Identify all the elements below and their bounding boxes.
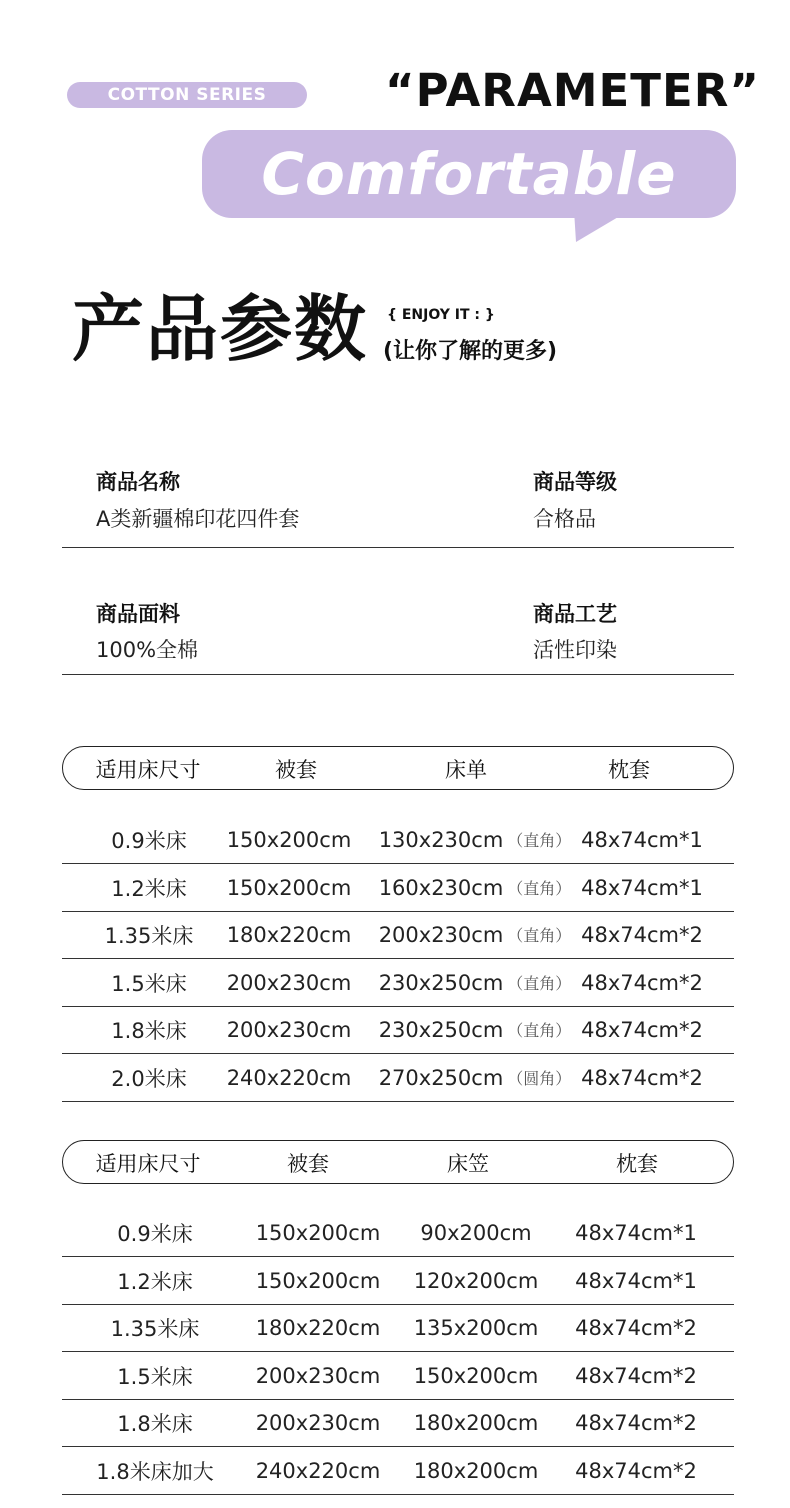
table-row (62, 1352, 734, 1400)
pillow-size-cell: 48x74cm*2 (581, 970, 703, 995)
bed-size-cell: 0.9米床 (111, 828, 187, 853)
duvet-size-cell: 240x220cm (226, 1065, 352, 1090)
product-fabric-value: 100%全棉 (96, 638, 199, 662)
parameter-title: “PARAMETER” (385, 63, 760, 117)
duvet-size-cell: 200x230cm (226, 1017, 352, 1042)
table1-header-cell: 枕套 (608, 758, 650, 782)
table2-header-cell: 被套 (287, 1152, 329, 1176)
page-subtitle: (让你了解的更多) (383, 339, 558, 364)
info-divider (62, 674, 734, 675)
table-row (62, 864, 734, 912)
enjoy-tagline: { ENJOY IT : } (387, 307, 495, 323)
corner-type-note: （圆角） (507, 1069, 572, 1088)
sheet-size-value: 130x230cm (378, 827, 504, 852)
table-row (62, 1006, 734, 1054)
sheet-size-cell (380, 959, 570, 1006)
sheet-size-value: 160x230cm (378, 875, 504, 900)
pillow-size-cell: 48x74cm*1 (581, 827, 703, 852)
pillow-size-cell: 48x74cm*1 (575, 1268, 697, 1293)
bed-size-cell: 1.8米床 (117, 1411, 193, 1436)
pillow-size-cell: 48x74cm*2 (581, 922, 703, 947)
pillow-size-cell: 48x74cm*2 (575, 1363, 697, 1388)
table-row (62, 959, 734, 1007)
duvet-size-cell: 200x230cm (226, 970, 352, 995)
table-row (62, 1054, 734, 1102)
duvet-size-cell: 180x220cm (255, 1315, 381, 1340)
product-name-label: 商品名称 (96, 470, 180, 494)
table-row (62, 816, 734, 864)
sheet-size-cell (380, 1054, 570, 1101)
corner-type-note: （直角） (507, 1021, 572, 1040)
bubble-tail (574, 210, 630, 242)
corner-type-note: （直角） (507, 926, 572, 945)
corner-type-note: （直角） (507, 879, 572, 898)
corner-type-note: （直角） (507, 831, 572, 850)
table-row (62, 1257, 734, 1305)
bed-size-cell: 1.8米床加大 (96, 1459, 214, 1484)
sheet-size-value: 230x250cm (378, 970, 504, 995)
duvet-size-cell: 180x220cm (226, 922, 352, 947)
table-row (62, 1399, 734, 1447)
product-grade-label: 商品等级 (533, 470, 617, 494)
bed-size-cell: 1.35米床 (104, 923, 194, 948)
sheet-size-cell (380, 864, 570, 911)
sheet-size-value: 230x250cm (378, 1017, 504, 1042)
bed-size-cell: 2.0米床 (111, 1066, 187, 1091)
duvet-size-cell: 200x230cm (255, 1363, 381, 1388)
series-badge: COTTON SERIES (67, 82, 307, 108)
corner-type-note: （直角） (507, 974, 572, 993)
table-row (62, 1209, 734, 1257)
table1-header-cell: 适用床尺寸 (95, 758, 201, 782)
bubble-text: Comfortable (261, 140, 677, 208)
duvet-size-cell: 150x200cm (255, 1268, 381, 1293)
pillow-size-cell: 48x74cm*2 (581, 1065, 703, 1090)
pillow-size-cell: 48x74cm*2 (581, 1017, 703, 1042)
pillow-size-cell: 48x74cm*2 (575, 1315, 697, 1340)
bed-size-cell: 1.5米床 (111, 971, 187, 996)
fitted-sheet-size-cell: 180x200cm (413, 1458, 539, 1483)
table2-header-cell: 床笠 (447, 1152, 489, 1176)
fitted-sheet-size-cell: 135x200cm (413, 1315, 539, 1340)
sheet-size-value: 200x230cm (378, 922, 504, 947)
fitted-sheet-size-cell: 180x200cm (413, 1410, 539, 1435)
table2-header-cell: 适用床尺寸 (95, 1152, 201, 1176)
bed-size-cell: 1.2米床 (111, 876, 187, 901)
bed-size-cell: 1.8米床 (111, 1018, 187, 1043)
sheet-size-cell (380, 1006, 570, 1053)
product-craft-label: 商品工艺 (533, 602, 617, 626)
table1-header (62, 746, 734, 790)
table-row (62, 1304, 734, 1352)
comfortable-bubble (202, 130, 736, 218)
fitted-sheet-size-cell: 150x200cm (413, 1363, 539, 1388)
table2-header (62, 1140, 734, 1184)
product-fabric-label: 商品面料 (96, 602, 180, 626)
duvet-size-cell: 200x230cm (255, 1410, 381, 1435)
bed-size-cell: 0.9米床 (117, 1221, 193, 1246)
fitted-sheet-size-cell: 90x200cm (420, 1220, 532, 1245)
duvet-size-cell: 150x200cm (226, 827, 352, 852)
table1-header-cell: 被套 (275, 758, 317, 782)
product-name-value: A类新疆棉印花四件套 (96, 507, 300, 531)
sheet-size-cell (380, 816, 570, 863)
info-divider (62, 547, 734, 548)
sheet-size-cell (380, 911, 570, 958)
table-row (62, 1447, 734, 1495)
page-title: 产品参数 (72, 287, 369, 371)
duvet-size-cell: 150x200cm (226, 875, 352, 900)
pillow-size-cell: 48x74cm*1 (575, 1220, 697, 1245)
table1-header-cell: 床单 (445, 758, 487, 782)
duvet-size-cell: 150x200cm (255, 1220, 381, 1245)
pillow-size-cell: 48x74cm*2 (575, 1410, 697, 1435)
product-grade-value: 合格品 (533, 507, 596, 531)
table2-header-cell: 枕套 (616, 1152, 658, 1176)
duvet-size-cell: 240x220cm (255, 1458, 381, 1483)
bed-size-cell: 1.2米床 (117, 1269, 193, 1294)
bed-size-cell: 1.5米床 (117, 1364, 193, 1389)
bed-size-cell: 1.35米床 (110, 1316, 200, 1341)
table-row (62, 911, 734, 959)
product-craft-value: 活性印染 (533, 638, 617, 662)
pillow-size-cell: 48x74cm*2 (575, 1458, 697, 1483)
sheet-size-value: 270x250cm (378, 1065, 504, 1090)
fitted-sheet-size-cell: 120x200cm (413, 1268, 539, 1293)
pillow-size-cell: 48x74cm*1 (581, 875, 703, 900)
